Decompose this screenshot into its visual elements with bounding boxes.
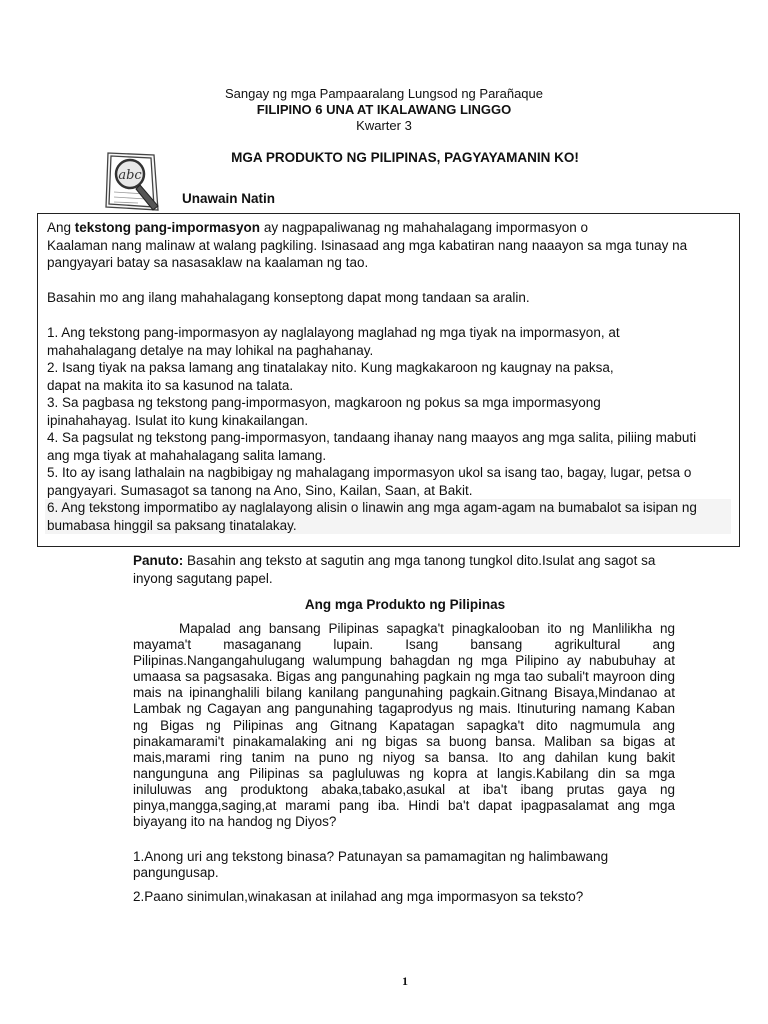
concept-item-line: mahahalagang detalye na may lohikal na paghahanay. bbox=[47, 342, 374, 358]
concept-item-line: ipinahahayag. Isulat ito kung kinakailangan. bbox=[47, 412, 309, 428]
instructions-label: Panuto: bbox=[133, 553, 184, 568]
quarter-label: Kwarter 3 bbox=[356, 118, 412, 133]
story-title: Ang mga Produkto ng Pilipinas bbox=[304, 597, 506, 612]
concept-item-line: pangyayari. Sumasagot sa tanong na Ano, Sino, Kailan, Saan, at Bakit. bbox=[47, 482, 473, 498]
concept-item-line: 2. Isang tiyak na paksa lamang ang tinatalakay nito. Kung magkakaroon ng kaugnay na paksa, bbox=[47, 360, 614, 375]
lesson-title: MGA PRODUKTO NG PILIPINAS, PAGYAYAMANIN KO! bbox=[231, 150, 579, 165]
story-text: Mapalad ang bansang Pilipinas sapagka't pinagkalooban ito ng Manlilikha ng mayama't masaganang lupain. Isang bansang agrikultural ang Pilipinas.Nangangahulugang walumpung bahagdan ng mga Pilipino ay nabubuhay at umaasa sa pagsasaka. Bigas ang pangunahing pagkain ng mga tao subali't mayroon ding mais na ipinanghalili bilang kanilang pangunahing pagkain.Gitnang Bisaya,Mindanao at Lambak ng Cagayan ang pangunahing tagaprodyus ng mais. Itinuturing namang Kaban ng Bigas ng Pilipinas ang Gitnang Kapatagan sapagka't dito nagmumula ang pinakamarami't pinakamalaking ani ng bigas sa buong bansa. Maliban sa bigas at mais,marami ring tanim na puno ng niyog sa bansa. Ito ang dahilan kung bakit nangunguna ang Pilipinas sa pagluluwas ng kopra at langis.Kabilang din sa mga iniluluwas ang produktong abaka,tabako,asukal at iba't ibang prutas gaya ng pinya,mangga,saging,at marami pang iba. Hindi ba't dapat ipagpasalamat ang mga biyayang ito na handog ng Diyos? bbox=[133, 621, 675, 830]
story-paragraph bbox=[133, 621, 675, 830]
concept-item bbox=[45, 499, 731, 534]
concept-item bbox=[47, 359, 731, 394]
page-number: 1 bbox=[402, 974, 408, 988]
subject-title: FILIPINO 6 UNA AT IKALAWANG LINGGO bbox=[256, 102, 512, 117]
concept-item bbox=[47, 464, 731, 499]
concept-box bbox=[37, 213, 740, 547]
concept-item-line: ang mga tiyak at mahahalagang salita lamang. bbox=[47, 447, 327, 463]
concept-item-line: dapat na makita ito sa kasunod na talata. bbox=[47, 377, 294, 393]
concept-item bbox=[47, 324, 731, 359]
document-header bbox=[0, 86, 768, 134]
concept-item-line: 6. Ang tekstong impormatibo ay naglalayong alisin o linawin ang mga agam-agam na bumabalot sa isipan ng bbox=[47, 500, 697, 515]
clipart-label: abc bbox=[118, 168, 142, 183]
intro-line-3: pangyayari batay sa nasasaklaw na kaalaman ng tao. bbox=[47, 255, 369, 270]
instruction-text: Basahin mo ang ilang mahahalagang konseptong dapat mong tandaan sa aralin. bbox=[47, 290, 530, 305]
concept-item-line: 1. Ang tekstong pang-impormasyon ay naglalayong maglahad ng mga tiyak na impormasyon, at bbox=[47, 325, 620, 340]
intro-rest: ay nagpapaliwanag ng mahahalagang impormasyon o bbox=[260, 220, 589, 235]
intro-line-2: Kaalaman nang malinaw at walang pagkiling. Isinasaad ang mga kabatiran nang naaayon sa mga tunay na bbox=[47, 237, 688, 253]
instructions bbox=[133, 552, 693, 587]
magnifying-glass-document-icon bbox=[98, 150, 176, 216]
concept-item-line: 5. Ito ay isang lathalain na nagbibigay ng mahalagang impormasyon ukol sa isang tao, bagay, lugar, petsa o bbox=[47, 465, 692, 480]
concept-item-line: 4. Sa pagsulat ng tekstong pang-impormasyon, tandaang ihanay nang maayos ang mga salita, piliing mabuti bbox=[47, 430, 697, 445]
question-2: 2.Paano sinimulan,winakasan at inilahad ang mga impormasyon sa teksto? bbox=[133, 889, 584, 904]
concept-item bbox=[47, 394, 731, 429]
section-heading: Unawain Natin bbox=[182, 191, 276, 206]
concept-item-line: 3. Sa pagbasa ng tekstong pang-impormasyon, magkaroon ng pokus sa mga impormasyong bbox=[47, 395, 601, 410]
intro-line-1 bbox=[47, 219, 731, 237]
instructions-text: Basahin ang teksto at sagutin ang mga tanong tungkol dito.Isulat ang sagot sa inyong sagutang papel. bbox=[133, 553, 656, 586]
intro-lead: Ang bbox=[47, 220, 75, 235]
intro-term: tekstong pang-impormasyon bbox=[74, 220, 261, 235]
question-1: 1.Anong uri ang tekstong binasa? Patunayan sa pamamagitan ng halimbawang pangungusap. bbox=[133, 849, 609, 880]
concept-item bbox=[47, 429, 731, 464]
division-name: Sangay ng mga Pampaaralang Lungsod ng Parañaque bbox=[224, 86, 544, 101]
concept-item-line: bumabasa hinggil sa paksang tinatalakay. bbox=[47, 517, 297, 533]
